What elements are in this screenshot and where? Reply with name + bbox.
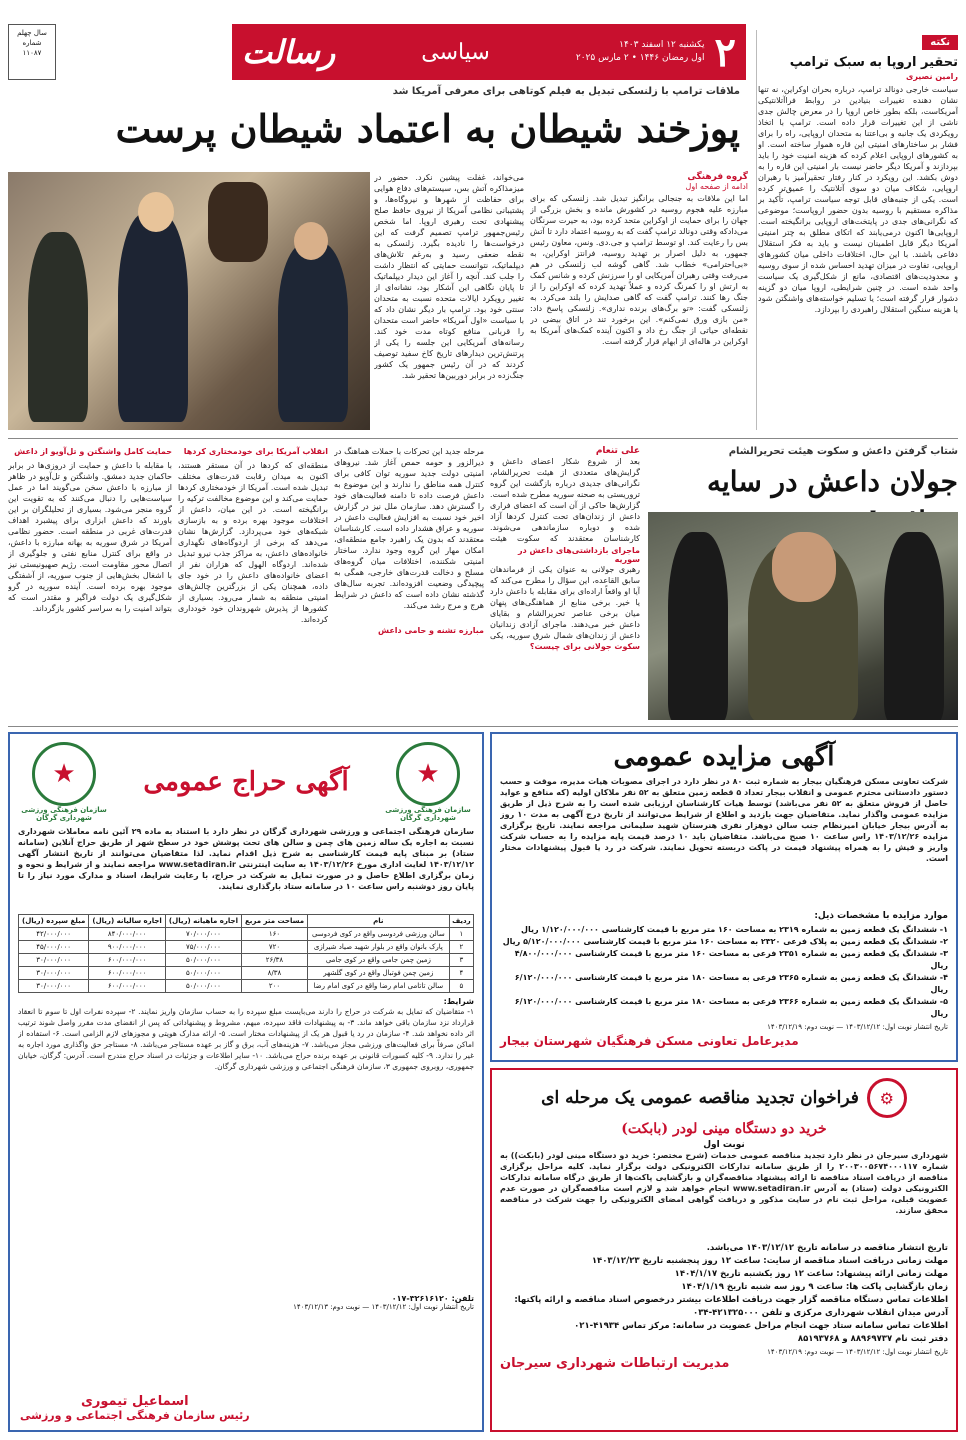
table-cell: ۳۰/۰۰۰/۰۰۰ bbox=[19, 967, 89, 980]
table-cell: ۴ bbox=[449, 967, 473, 980]
organization-emblem-icon: ★ bbox=[396, 742, 460, 806]
table-cell: ۳۰/۰۰۰/۰۰۰ bbox=[19, 954, 89, 967]
section-title: سیاسی bbox=[421, 39, 490, 65]
table-cell: ۳۰/۰۰۰/۰۰۰ bbox=[19, 980, 89, 993]
tender-schedule-line: آدرس میدان انقلاب شهرداری مرکزی و تلفن ۴۲۱۳۲۵۰۰۰-۰۳۴ bbox=[693, 1308, 948, 1318]
tender-schedule-line: اطلاعات تماس دستگاه مناقصه گزار جهت دریافت اطلاعات بیشتر درخصوص اسناد مناقصه و ارائه پاکتها: bbox=[514, 1295, 948, 1305]
lead-col-right: گروه فرهنگی ادامه از صفحه اول اما این ملاقات به جنجالی برانگیز تبدیل شد. زلنسکی که برای مبارزه علیه هجوم روسیه در کشورش مانده و بخش بزرگی از جهان را برای حمایت از اوکراین متحد کرده بود، به حیرت سرنگان می‌دادکه وقتی دونالد ترامپ گفت که به روسیه اعتماد دارد تا آتش بس را رعایت کند. او توسط ترامپ و جی.دی. ونس، معاون رئیس جمهور، به دلیل اصرار بر تهدید روسیه، فرانتز اوکراین، به «بی‌احترامی» خطاب شد. گاهی گوشه لب زلنسکی در هم می‌رفت وقتی رهبران آمریکایی او را سرزنش کرده و شانس کمک به ارتش او را کمرنگ کرده و عملاً تهدید کرده که اوکراین را از جنگ رها کنند. ترامپ گفت که گاهی صدایش را بلند می‌کرد. به زلنسکی گفت: «تو برگ‌های برنده نداری». زلنسکی پاسخ داد: «من بازی ورق نمی‌کنم». این برخورد تند در اتاق بیضی در نقطه‌ای حیاتی از جنگ رخ داد و اکنون آینده کمک‌های آمریکا به اوکراین در هاله‌ای از ابهام قرار گرفته است. bbox=[530, 172, 748, 346]
table-cell: زمین چمن فوتبال واقع در کوی گلشهر bbox=[307, 967, 449, 980]
jolani-col-4: حمایت کامل واشنگتن و تل‌آویو از داعش با مقابله با داعش و حمایت از دروزی‌ها در برابر حاکمان جدید دمشق. واشنگتن و تل‌آویو در ظاهر از مبارزه با داعش سخن می‌گویند اما در عمل سیاست‌هایی را دنبال می‌کنند که به تقویت این گروه منجر می‌شود. بسیاری از تحلیلگران بر این باورند که داعش ابزاری برای پیشبرد اهداف قدرت‌های غربی در منطقه است. حضور نظامی آمریکا در شرق سوریه به بهانه مبارزه با داعش، در واقع برای کنترل منابع نفتی و جلوگیری از اتصال محور مقاومت است. رژیم صهیونیستی نیز با اشغال بخش‌هایی از جنوب سوریه، از آشفتگی موجود بهره برده است. آینده سوریه در گرو شکل‌گیری یک دولت فراگیر و مقتدر است که بتواند امنیت را به سراسر کشور بازگرداند. bbox=[8, 447, 172, 613]
table-row bbox=[19, 928, 474, 941]
ad-public-sale-title: آگهی حراج عمومی bbox=[143, 767, 349, 797]
table-header: نام bbox=[307, 915, 449, 928]
table-header: اجاره سالیانه (ریال) bbox=[89, 915, 166, 928]
table-cell: ۵ bbox=[449, 980, 473, 993]
auction-item: ۲- ششدانگ یک قطعه زمین به پلاک فرعی ۲۳۲۰ به مساحت ۱۶۰ متر مربع با قیمت کارشناسی ۵/۱۲۰/۰۰۰/۰۰۰ ریال bbox=[502, 937, 948, 946]
auction-item: ۴- ششدانگ یک قطعه زمین به شماره ۲۳۶۵ فرعی به مساحت ۱۸۰ متر مربع با قیمت کارشناسی ۶/۱۲۰/۰۰۰/۰۰۰ ریال bbox=[514, 973, 948, 994]
ad-public-sale: ★ سازمان فرهنگی ورزشی شهرداری گرگان آگهی حراج عمومی ★ سازمان فرهنگی ورزشی شهرداری گرگان سازمان فرهنگی اجتماعی و ورزشی شهرداری گرگان در نظر دارد با استناد به ماده ۲۹ آئین نامه معاملات شهرداری نسبت به اجاره یک ساله زمین های چمن و سالن های تحت پوشش خود در سطح شهر از طریق حراج آنلاین (سامانه ستاد) بر مبنای پایه قیمت کارشناسی به شرح ذیل اقدام نماید. لذا متقاضیان می‌توانند از تاریخ انتشار آگهی ۱۴۰۳/۱۲/۱۲ لغایت اداری مورخ ۱۴۰۳/۱۲/۲۶ به سایت اینترنتی www.setadiran.ir مراجعه نمایند و از شرایط و نحوه و زمان برگزاری اطلاع حاصل و در صورت تمایل به شرکت در حراج، با رعایت شرایط، اسناد و مدارک مورد نیاز را تا پایان روز دوشنبه راس ساعت ۱۰ در سامانه ستاد بارگذاری نمایند. ردیف نام مساحت متر مربع اجاره ماهیانه (ریال) اجاره سالیانه (ریال) مبلغ سپرده (ریال) ۱ سالن ورزشی فردوسی واقع در کوی فردوسی ۱۶۰ ۷۰/۰۰۰/۰۰۰ ۸۴۰/۰۰۰/۰۰۰ ۴۲/۰۰۰/۰۰۰ ۲ پارک بانوان واقع در بلوار شهید صیاد شیرازی ۷۲۰ ۷۵/۰۰۰/۰۰۰ ۹۰۰/۰۰۰/۰۰۰ ۴۵/۰۰۰/۰۰۰ ۳ زمین چمن جامی واقع در کوی جامی ۲۶/۳۸ ۵۰/۰۰۰/۰۰۰ ۶۰۰/۰۰۰/۰۰۰ ۳۰/۰۰۰/۰۰۰ ۴ زمین چمن فوتبال واقع در کوی گلشهر ۸/۳۸ ۵۰/۰۰۰/۰۰۰ ۶۰۰/۰۰۰/۰۰۰ ۳۰/۰۰۰/۰۰۰ ۵ سالن تاتامی امام رضا واقع در کوی امام رضا ۲۰۰ ۵۰/۰۰۰/۰۰۰ ۶۰۰/۰۰۰/۰۰۰ ۳۰/۰۰۰/۰۰۰ شرایط: ۱- متقاضیان که تمایل به شرکت در حراج را دارند می‌بایست مبلغ سپرده را به حساب سازمان واریز نمایند. ۲- سپرده نفرات اول تا سوم تا انعقاد قرارداد نزد سازمان باقی خواهد ماند. ۳- به پیشنهادات فاقد سپرده، مبهم، مشروط و پیشنهاداتی که پس از انقضای مدت مقرر واصل شوند ترتیب اثر داده نخواهد شد. ۴- سازمان در رد یا قبول هر یک از پیشنهادات مختار است. ۵- ارائه مدارک هویتی و مجوزهای لازم الزامی است. ۶- استفاده از اماکن صرفاً برای فعالیت‌های ورزشی مجاز می‌باشد. ۷- هزینه‌های آب، برق و گاز بر عهده مستاجر می‌باشد. ۸- مستاجر حق واگذاری مورد اجاره به غیر را ندارد. ۹- کلیه کسورات قانونی بر عهده برنده حراج می‌باشد. ۱۰- سایر اطلاعات و جزئیات در اسناد حراج مندرج است. آدرس: گرگان، خیابان جمهوری، روبروی جمهوری ۳، سازمان فرهنگی اجتماعی و ورزشی شهرداری گرگان. تلفن: ۳۲۶۱۶۱۲۰-۰۱۷ تاریخ انتشار نوبت اول: ۱۴۰۳/۱۲/۱۲ — نوبت دوم: ۱۴۰۳/۱۲/۱۳ اسماعیل تیموری رئیس سازمان فرهنگی اجتماعی و ورزشی bbox=[8, 732, 484, 1432]
jolani-col-3: انقلاب آمریکا برای خودمختاری کردها منطقه‌ای که کردها در آن مستقر هستند، اکنون به میدان رقابت قدرت‌های مختلف تبدیل شده است. آمریکا از خودمختاری کردها حمایت می‌کند و این موضوع مخالفت ترکیه را برانگیخته است. در این میان، داعش از اختلافات موجود بهره برده و به بازسازی شبکه‌های خود می‌پردازد. گزارش‌ها نشان می‌دهد که برخی از اردوگاه‌های نگهداری خانواده‌های داعش، به مراکز جذب نیرو تبدیل شده‌اند. اردوگاه الهول که هزاران نفر از اعضای خانواده‌های داعش را در خود جای داده، همچنان یکی از بزرگترین چالش‌های امنیتی منطقه به شمار می‌رود. بسیاری از کشورها از پذیرش شهروندان خود خودداری کرده‌اند. bbox=[178, 447, 328, 624]
sale-table bbox=[18, 914, 474, 993]
table-cell: ۲۶/۳۸ bbox=[242, 954, 308, 967]
table-cell: ۸/۳۸ bbox=[242, 967, 308, 980]
signer-title: رئیس سازمان فرهنگی اجتماعی و ورزشی bbox=[20, 1409, 250, 1422]
note-badge: نکته bbox=[922, 35, 958, 50]
table-header: مبلغ سپرده (ریال) bbox=[19, 915, 89, 928]
lead-kicker: ملاقات ترامپ با زلنسکی تبدیل به فیلم کوتاهی برای معرفی آمریکا شد bbox=[392, 86, 740, 97]
table-cell: ۴۵/۰۰۰/۰۰۰ bbox=[19, 941, 89, 954]
table-cell: ۷۵/۰۰۰/۰۰۰ bbox=[165, 941, 241, 954]
auction-item: ۱- ششدانگ یک قطعه زمین به شماره ۲۳۱۹ به مساحت ۱۶۰ متر مربع با قیمت کارشناسی ۱/۱۲۰/۰۰۰/۰۰۰ ریال bbox=[521, 925, 948, 934]
table-cell: ۶۰۰/۰۰۰/۰۰۰ bbox=[89, 980, 166, 993]
newspaper-logo: رسالت bbox=[242, 33, 336, 71]
table-cell: ۵۰/۰۰۰/۰۰۰ bbox=[165, 980, 241, 993]
table-row bbox=[19, 941, 474, 954]
auction-item: ۵- ششدانگ یک قطعه زمین به شماره ۲۳۶۶ فرعی به مساحت ۱۸۰ متر مربع با قیمت کارشناسی ۶/۱۲۰/۰۰۰/۰۰۰ ریال bbox=[514, 997, 948, 1018]
jolani-photo bbox=[648, 512, 958, 720]
table-cell: ۲۰۰ bbox=[242, 980, 308, 993]
table-cell: ۱ bbox=[449, 928, 473, 941]
note-author: رامین نصیری bbox=[905, 72, 958, 81]
table-cell: ۶۰۰/۰۰۰/۰۰۰ bbox=[89, 967, 166, 980]
page-number: ۲ bbox=[714, 28, 736, 76]
note-column bbox=[758, 30, 958, 430]
section-divider bbox=[8, 726, 958, 727]
note-body: سیاست خارجی دونالد ترامپ، درباره بحران اوکراین، نه تنها نشان دهنده تغییرات بنیادین در روابط فراآتلانتیکی آمریکاست، بلکه بطور خاص اروپا را در معرض چالش جدی ناشی از این تغییرات قرار داده است. ترامپ با اتخاذ رویکردی یک جانبه و بی‌اعتنا به متحدان اروپایی، راه را برای فشار بر ساختارهای امنیتی این قاره هموار ساخته است. او به کشورهای اروپایی اعلام کرده که هزینه امنیت خود را باید بپردازند و آمریکا دیگر حاضر نیست بار امنیتی این قاره را به دوش بکشد. این رویکرد در کنار رفتار تحقیرآمیز با رهبران اروپایی، شکاف میان دو سوی آتلانتیک را عمیق‌تر کرده است. یکی از جنبه‌های قابل توجه سیاست ترامپ، تأکید بر مذاکره مستقیم با روسیه بدون حضور اروپاست؛ موضوعی که نگرانی‌های جدی در پایتخت‌های اروپایی برانگیخته است. اروپایی‌ها اکنون درمی‌یابند که اتکای مطلق به چتر امنیتی آمریکا دیگر قابل اطمینان نیست و باید به فکر استقلال دفاعی باشند. با این حال، اختلافات داخلی میان کشورهای اروپایی، تفاوت در میزان تهدید احساس شده از سوی روسیه و محدودیت‌های اقتصادی، مانع از شکل‌گیری یک سیاست واحد شده است. در چنین شرایطی، اروپا میان دو گزینه دشوار قرار گرفته است؛ یا تسلیم خواسته‌های واشنگتن شود یا هزینه سنگین استقلال راهبردی را بپردازد. bbox=[758, 85, 958, 314]
table-row bbox=[19, 967, 474, 980]
table-cell: ۶۰۰/۰۰۰/۰۰۰ bbox=[89, 954, 166, 967]
tender-schedule-line: مهلت زمانی دریافت اسناد مناقصه از سایت: ساعت ۱۲ روز پنجشنبه تاریخ ۱۴۰۳/۱۲/۲۳ bbox=[591, 1256, 948, 1266]
organization-emblem-icon: ★ bbox=[32, 742, 96, 806]
sirjan-emblem-icon: ⚙ bbox=[867, 1078, 907, 1118]
signer-name: اسماعیل تیموری bbox=[80, 1394, 189, 1409]
ad-tender: ⚙ فراخوان تجدید مناقصه عمومی یک مرحله ای خرید دو دستگاه مینی لودر (بابکت) نوبت اول شهرداری سیرجان در نظر دارد تجدید مناقصه عمومی خدمات (شرح مختصر: خرید دو دستگاه مینی لودر (بابکت)) به شماره ۲۰۰۳۰۰۵۶۷۴۰۰۰۱۱۷ را از طریق سامانه تدارکات الکترونیکی دولت برگزار نماید. کلیه مراحل برگزاری مناقصه از دریافت اسناد مناقصه تا ارائه پیشنهاد مناقصه‌گران و بازگشایی پاکت‌ها از طریق درگاه سامانه تدارکات الکترونیکی دولت (ستاد) به آدرس www.setadiran.ir انجام خواهد شد و لازم است مناقصه‌گران در صورت عدم عضویت قبلی، مراحل ثبت نام در سایت مذکور و دریافت گواهی امضای الکترونیکی را جهت شرکت در مناقصه محقق سازند. تاریخ انتشار مناقصه در سامانه تاریخ ۱۴۰۳/۱۲/۱۲ می‌باشد. مهلت زمانی دریافت اسناد مناقصه از سایت: ساعت ۱۲ روز پنجشنبه تاریخ ۱۴۰۳/۱۲/۲۳ مهلت زمانی ارائه پیشنهاد: ساعت ۱۲ روز یکشنبه تاریخ ۱۴۰۴/۱/۱۷ زمان بازگشایی پاکت ها: ساعت ۹ روز سه شنبه تاریخ ۱۴۰۴/۱/۱۹ اطلاعات تماس دستگاه مناقصه گزار جهت دریافت اطلاعات بیشتر درخصوص اسناد مناقصه و ارائه پاکتها: آدرس میدان انقلاب شهرداری مرکزی و تلفن ۴۲۱۳۲۵۰۰۰-۰۳۴ اطلاعات تماس سامانه ستاد جهت انجام مراحل عضویت در سامانه: مرکز تماس ۴۱۹۳۴-۰۲۱ دفتر ثبت نام ۸۸۹۶۹۷۳۷ و ۸۵۱۹۳۷۶۸ تاریخ انتشار نوبت اول: ۱۴۰۳/۱۲/۱۲ — نوبت دوم: ۱۴۰۳/۱۲/۱۹ مدیریت ارتباطات شهرداری سیرجان bbox=[490, 1068, 958, 1432]
table-cell: ۵۰/۰۰۰/۰۰۰ bbox=[165, 954, 241, 967]
tender-schedule-line: دفتر ثبت نام ۸۸۹۶۹۷۳۷ و ۸۵۱۹۳۷۶۸ bbox=[797, 1334, 948, 1344]
ad-auction-signature: مدیرعامل تعاونی مسکن فرهنگیان شهرستان بیجار bbox=[500, 1034, 799, 1048]
ad-auction: آگهی مزایده عمومی شرکت تعاونی مسکن فرهنگیان بیجار به شماره ثبت ۸۰ در نظر دارد در اجرای مصوبات هیات مدیره، موقت و حسب دستور دادستانی محترم عمومی و انقلاب بیجار تعداد ۵ قطعه زمین متعلق به ۵۲ نفر ملاکان اولیه (که منافع و عواید حاصل از فروش متعلق به ۵۲ نفر می‌باشد) توسط هیات کارشناسان ارزیابی شده است را به شرح ذیل از طریق مزایده عمومی واگذار نماید. متقاضیان جهت بازدید و اطلاع از شرایط می‌توانند از تاریخ درج آگهی به مدت ۱۰ روز به آدرس بیجار خیابان امیرنظام جنب سالن دوهزار نفری هنرستان شهید سلیمانی مراجعه نمایند. تاریخ برگزاری مزایده ۱۴۰۳/۱۲/۲۶ راس ساعت ۱۰ صبح می‌باشد. متقاضیان باید ۱۰ درصد قیمت پایه مزایده را به حساب شرکت واریز و فیش را به همراه پیشنهاد قیمت در پاکت دربسته تحویل نمایند. شرکت در رد یا قبول پیشنهادات مختار است. موارد مزایده با مشخصات ذیل: ۱- ششدانگ یک قطعه زمین به شماره ۲۳۱۹ به مساحت ۱۶۰ متر مربع با قیمت کارشناسی ۱/۱۲۰/۰۰۰/۰۰۰ ریال ۲- ششدانگ یک قطعه زمین به پلاک فرعی ۲۳۲۰ به مساحت ۱۶۰ متر مربع با قیمت کارشناسی ۵/۱۲۰/۰۰۰/۰۰۰ ریال ۳- ششدانگ یک قطعه زمین به شماره ۲۳۵۱ فرعی به مساحت ۱۶۰ متر مربع با قیمت کارشناسی ۴/۸۰۰/۰۰۰/۰۰۰ ریال ۴- ششدانگ یک قطعه زمین به شماره ۲۳۶۵ فرعی به مساحت ۱۸۰ متر مربع با قیمت کارشناسی ۶/۱۲۰/۰۰۰/۰۰۰ ریال ۵- ششدانگ یک قطعه زمین به شماره ۲۳۶۶ فرعی به مساحت ۱۸۰ متر مربع با قیمت کارشناسی ۶/۱۲۰/۰۰۰/۰۰۰ ریال تاریخ انتشار نوبت اول: ۱۴۰۳/۱۲/۱۲ — نوبت دوم: ۱۴۰۳/۱۲/۱۹ مدیرعامل تعاونی مسکن فرهنگیان شهرستان بیجار bbox=[490, 732, 958, 1062]
table-cell: ۷۰/۰۰۰/۰۰۰ bbox=[165, 928, 241, 941]
note-title: تحقیر اروپا به سبک ترامپ bbox=[789, 55, 958, 70]
issue-box: سال چهلم شماره ۱۱۰۸۷ bbox=[8, 24, 56, 80]
masthead bbox=[232, 24, 746, 80]
ad-tender-title: فراخوان تجدید مناقصه عمومی یک مرحله ای bbox=[541, 1088, 859, 1108]
table-cell: پارک بانوان واقع در بلوار شهید صیاد شیرازی bbox=[307, 941, 449, 954]
column-divider bbox=[756, 30, 757, 430]
lead-col-mid: می‌خواند، غفلت پیشین نکرد. حضور در میزمذاکره آتش بس، سیستم‌های دفاع هوایی برای حفاظت از شهرها و نیروگاه‌ها، و پشتیبانی نظامی آمریکا از نیروی حافظ صلح پیشنهادی تحت رهبری اروپا. اما شخص رئیس‌جمهور ترامپ تصمیم گرفت که این درخواست‌ها را نادیده بگیرد. زلنسکی به نقطه ضعفی رسید و به‌رغم تلاش‌های دیپلماتیک، نتوانست حمایتی که انتظار داشت را جلب کند. آنچه را آغاز این دیدار دیپلماتیک تا پایان نگاهی این آشکار بود، نشانه‌ای از تغییر رویکرد ایالات متحده نسبت به متحدان سنتی خود بود. ترامپ بار دیگر نشان داد که با سیاست «اول آمریکا» حاضر است متحدان را قربانی منافع کوتاه مدت خود کند. رسانه‌های آمریکایی این جلسه را یکی از پرتنش‌ترین دیدارهای تاریخ کاخ سفید توصیف کردند که در آن رئیس جمهور یک کشور جنگ‌زده در برابر دوربین‌ها تحقیر شد. bbox=[374, 173, 524, 380]
tender-schedule-line: زمان بازگشایی پاکت ها: ساعت ۹ روز سه شنبه تاریخ ۱۴۰۴/۱/۱۹ bbox=[681, 1282, 948, 1292]
table-header: اجاره ماهیانه (ریال) bbox=[165, 915, 241, 928]
table-cell: ۹۰۰/۰۰۰/۰۰۰ bbox=[89, 941, 166, 954]
table-cell: ۸۴۰/۰۰۰/۰۰۰ bbox=[89, 928, 166, 941]
table-header: مساحت متر مربع bbox=[242, 915, 308, 928]
ad-auction-title: آگهی مزایده عمومی bbox=[613, 742, 835, 772]
jolani-headline: جولان داعش در سایه bbox=[707, 465, 958, 498]
table-cell: ۵۰/۰۰۰/۰۰۰ bbox=[165, 967, 241, 980]
jolani-col-1: علی تنعام بعد از شروع شکار اعضای داعش و گرایش‌های متعددی از هیئت تحریرالشام، نگرانی‌های جدیدی درباره بازگشت این گروه تروریستی به صحنه سوریه مطرح شده است. گزارش‌ها حاکی از آن است که اعضای فراری داعش از زندان‌های تحت کنترل کردها آزاد شده و دوباره سازماندهی می‌شوند. کارشناسان معتقدند که سکوت هیئت ماجرای بازداشتی‌های داعش در سوریه رهبری جولانی به عنوان یکی از فرماندهان سابق القاعده، این سؤال را مطرح می‌کند که آیا او واقعاً اراده‌ای برای مقابله با داعش دارد یا خیر. برخی منابع از هماهنگی‌های پنهان میان برخی عناصر تحریرالشام و بقایای داعش خبر می‌دهند. ماجرای آزادی زندانیان داعش از زندان‌های شمال شرق سوریه، یکی سکوت جولانی برای چیست؟ bbox=[490, 446, 640, 651]
table-cell: زمین چمن جامی واقع در کوی جامی bbox=[307, 954, 449, 967]
table-row bbox=[19, 980, 474, 993]
table-cell: سالن تاتامی امام رضا واقع در کوی امام رضا bbox=[307, 980, 449, 993]
tender-schedule-line: تاریخ انتشار مناقصه در سامانه تاریخ ۱۴۰۳/۱۲/۱۲ می‌باشد. bbox=[706, 1243, 948, 1253]
lead-headline: پوزخند شیطان به اعتماد شیطان پرست bbox=[115, 106, 740, 151]
trump-zelensky-photo bbox=[8, 172, 370, 430]
ad-tender-signature: مدیریت ارتباطات شهرداری سیرجان bbox=[500, 1356, 730, 1371]
table-cell: ۳ bbox=[449, 954, 473, 967]
tender-schedule-line: مهلت زمانی ارائه پیشنهاد: ساعت ۱۲ روز یکشنبه تاریخ ۱۴۰۴/۱/۱۷ bbox=[674, 1269, 948, 1279]
issue-dates: یکشنبه ۱۲ اسفند ۱۴۰۳ اول رمضان ۱۴۴۶ • ۲ مارس ۲۰۲۵ bbox=[575, 40, 705, 63]
auction-item-list bbox=[500, 924, 948, 1020]
table-cell: ۷۲۰ bbox=[242, 941, 308, 954]
section-divider bbox=[8, 438, 958, 439]
table-row bbox=[19, 954, 474, 967]
table-cell: ۴۲/۰۰۰/۰۰۰ bbox=[19, 928, 89, 941]
jolani-kicker: شتاب گرفتن داعش و سکوت هیئت تحریرالشام bbox=[728, 446, 958, 457]
table-cell: سالن ورزشی فردوسی واقع در کوی فردوسی bbox=[307, 928, 449, 941]
tender-schedule bbox=[500, 1242, 948, 1346]
table-cell: ۱۶۰ bbox=[242, 928, 308, 941]
table-cell: ۲ bbox=[449, 941, 473, 954]
jolani-col-2: مرحله جدید این تحرکات با حملات هماهنگ در دیرالزور و حومه حمص آغاز شد. نیروهای امنیتی دولت جدید سوریه توان کافی برای کنترل همه مناطق را ندارند و این موضوع به داعش فرصت داده تا دامنه فعالیت‌های خود را گسترش دهد. سازمان ملل نیز در گزارش اخیر خود نسبت به افزایش فعالیت داعش در سوریه و عراق هشدار داده است. کارشناسان معتقدند که بدون یک راهبرد جامع منطقه‌ای، امکان مهار این گروه وجود ندارد. ساختار امنیتی شکننده، اختلافات میان گروه‌های مسلح و دخالت قدرت‌های خارجی، همگی به پیچیدگی وضعیت افزوده‌اند. تجربه سال‌های گذشته نشان داده است که داعش در شرایط هرج و مرج رشد می‌کند. مبارزه تشنه و حامی داعش bbox=[334, 447, 484, 635]
table-header: ردیف bbox=[449, 915, 473, 928]
auction-item: ۳- ششدانگ یک قطعه زمین به شماره ۲۳۵۱ فرعی به مساحت ۱۶۰ متر مربع با قیمت کارشناسی ۴/۸۰۰/۰۰۰/۰۰۰ ریال bbox=[514, 949, 948, 970]
tender-schedule-line: اطلاعات تماس سامانه ستاد جهت انجام مراحل عضویت در سامانه: مرکز تماس ۴۱۹۳۴-۰۲۱ bbox=[574, 1321, 948, 1331]
